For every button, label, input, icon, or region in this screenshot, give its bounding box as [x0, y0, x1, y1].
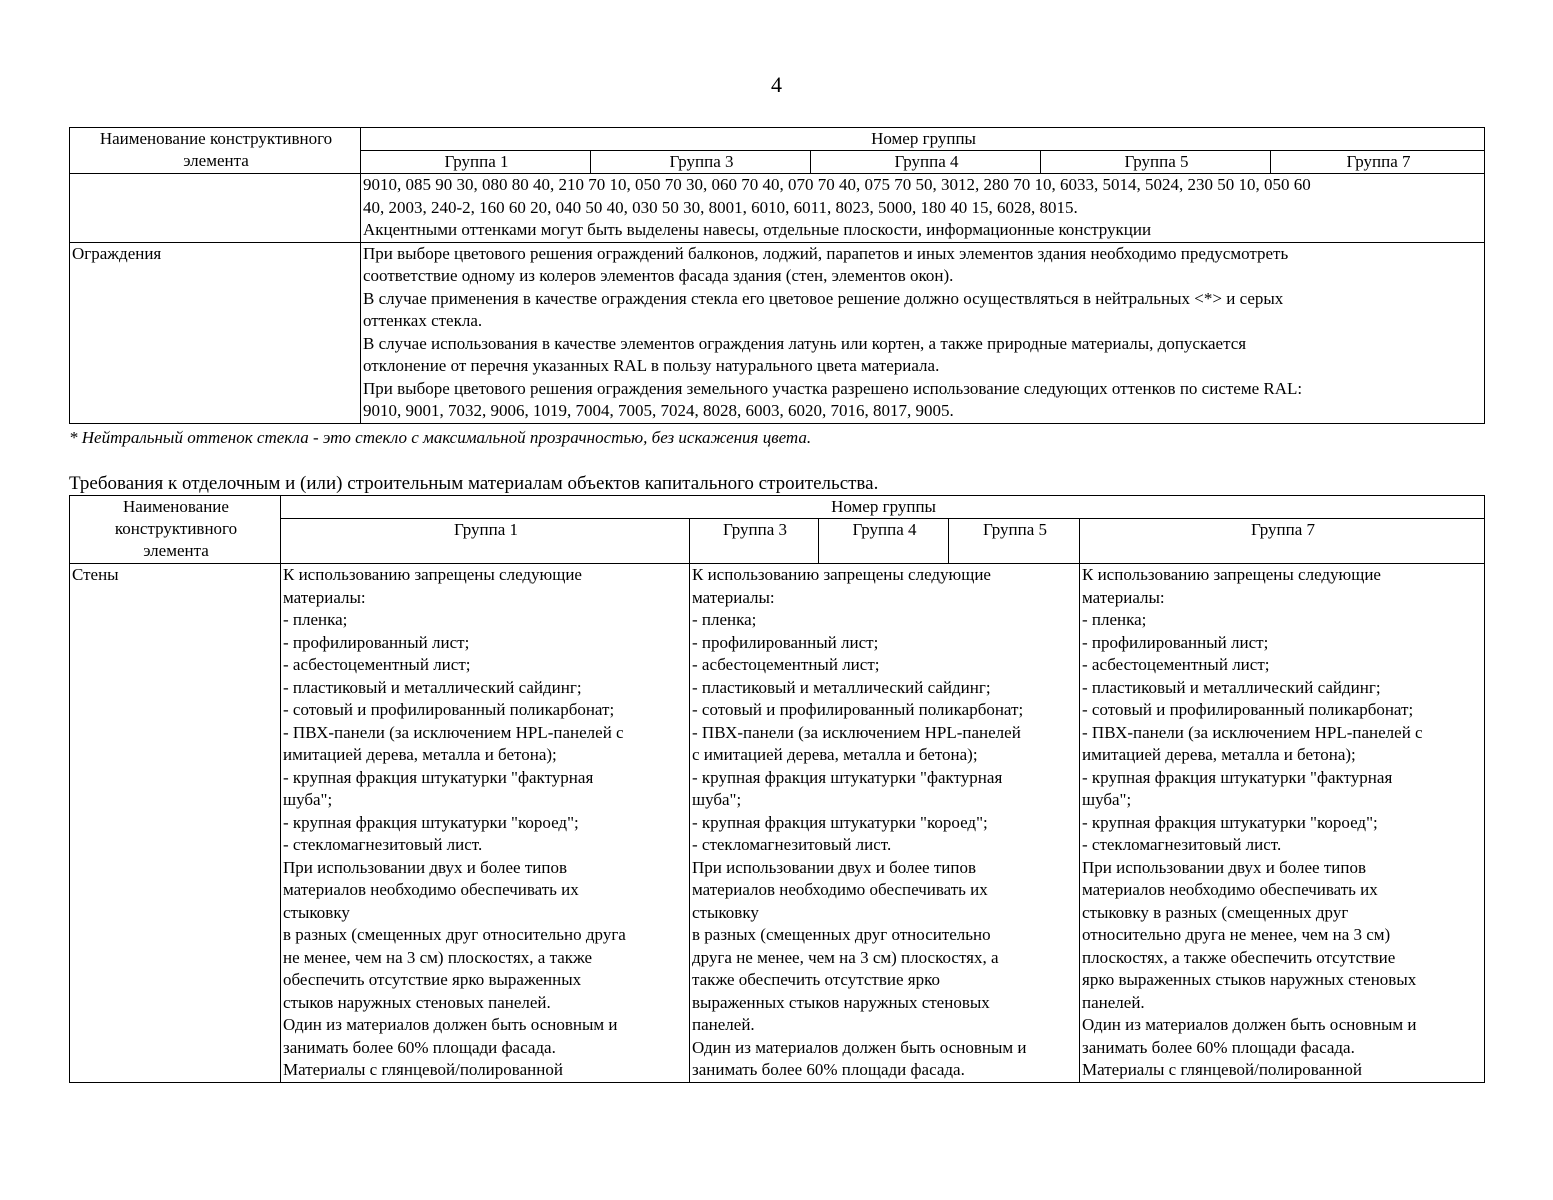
group-header: Группа 1	[361, 151, 591, 174]
element-name-cell: Ограждения	[70, 242, 361, 423]
element-name-header: Наименование конструктивного элемента	[70, 496, 281, 564]
group-header: Группа 4	[819, 519, 949, 564]
element-name-cell	[70, 174, 361, 243]
group-number-header: Номер группы	[361, 128, 1485, 151]
element-name-header: Наименование конструктивного элемента	[70, 128, 361, 174]
table-row	[70, 564, 1485, 1083]
group1-requirements-cell: К использованию запрещены следующие материалы: - пленка; - профилированный лист; - асбестоцементный лист; - пластиковый и металлический сайдинг; - сотовый и профилированный поликарбонат; - ПВХ-панели (за исключением HPL-панелей с имитацией дерева, металла и бетона); - крупная фракция штукатурки "фактурная шуба"; - крупная фракция штукатурки "короед"; - стекломагнезитовый лист. При использовании двух и более типов материалов необходимо обеспечивать их стыковку в разных (смещенных друг относительно друга не менее, чем на 3 см) плоскостях, а также обеспечить отсутствие ярко выраженных стыков наружных стеновых панелей. Один из материалов должен быть основным и занимать более 60% площади фасада. Материалы с глянцевой/полированной	[281, 564, 690, 1083]
element-name-cell: Стены	[70, 564, 281, 1083]
group-header: Группа 5	[949, 519, 1080, 564]
group-header: Группа 1	[281, 519, 690, 564]
group-header-row	[70, 519, 1485, 564]
group-header: Группа 7	[1080, 519, 1485, 564]
fences-requirements-cell: При выборе цветового решения ограждений балконов, лоджий, парапетов и иных элементов здания необходимо предусмотреть соответствие одному из колеров элементов фасада здания (стен, элементов окон). В случае применения в качестве ограждения стекла его цветовое решение должно осуществляться в нейтральных <*> и серых оттенках стекла. В случае использования в качестве элементов ограждения латунь или кортен, а также природные материалы, допускается отклонение от перечня указанных RAL в пользу натурального цвета материала. При выборе цветового решения ограждения земельного участка разрешено использование следующих оттенков по системе RAL: 9010, 9001, 7032, 9006, 1019, 7004, 7005, 7024, 8028, 6003, 6020, 7016, 8017, 9005.	[361, 242, 1485, 423]
footnote: * Нейтральный оттенок стекла - это стекло с максимальной прозрачностью, без искажения цвета.	[69, 428, 812, 447]
table-row	[70, 174, 1485, 243]
table-header-row	[70, 128, 1485, 151]
group-header: Группа 5	[1041, 151, 1271, 174]
group345-requirements-cell: К использованию запрещены следующие материалы: - пленка; - профилированный лист; - асбестоцементный лист; - пластиковый и металлический сайдинг; - сотовый и профилированный поликарбонат; - ПВХ-панели (за исключением HPL-панелей с имитацией дерева, металла и бетона); - крупная фракция штукатурки "фактурная шуба"; - крупная фракция штукатурки "короед"; - стекломагнезитовый лист. При использовании двух и более типов материалов необходимо обеспечивать их стыковку в разных (смещенных друг относительно друга не менее, чем на 3 см) плоскостях, а также обеспечить отсутствие ярко выраженных стыков наружных стеновых панелей. Один из материалов должен быть основным и занимать более 60% площади фасада.	[690, 564, 1080, 1083]
group-header: Группа 4	[811, 151, 1041, 174]
page-number: 4	[771, 72, 782, 97]
group-header: Группа 3	[690, 519, 819, 564]
group7-requirements-cell: К использованию запрещены следующие материалы: - пленка; - профилированный лист; - асбестоцементный лист; - пластиковый и металлический сайдинг; - сотовый и профилированный поликарбонат; - ПВХ-панели (за исключением HPL-панелей с имитацией дерева, металла и бетона); - крупная фракция штукатурки "фактурная шуба"; - крупная фракция штукатурки "короед"; - стекломагнезитовый лист. При использовании двух и более типов материалов необходимо обеспечивать их стыковку в разных (смещенных друг относительно друга не менее, чем на 3 см) плоскостях, а также обеспечить отсутствие ярко выраженных стыков наружных стеновых панелей. Один из материалов должен быть основным и занимать более 60% площади фасада. Материалы с глянцевой/полированной	[1080, 564, 1485, 1083]
section-caption: Требования к отделочным и (или) строительным материалам объектов капитального строительства.	[69, 473, 879, 494]
ral-colors-cell: 9010, 085 90 30, 080 80 40, 210 70 10, 050 70 30, 060 70 40, 070 70 40, 075 70 50, 3012, 280 70 10, 6033, 5014, 5024, 230 50 10, 050 60 40, 2003, 240-2, 160 60 20, 040 50 40, 030 50 30, 8001, 6010, 6011, 8023, 5000, 180 40 15, 6028, 8015. Акцентными оттенками могут быть выделены навесы, отдельные плоскости, информационные конструкции	[361, 174, 1485, 243]
materials-table	[69, 495, 1485, 1083]
color-table	[69, 127, 1485, 424]
table-header-row	[70, 496, 1485, 519]
group-header: Группа 3	[591, 151, 811, 174]
table-row	[70, 242, 1485, 423]
group-number-header: Номер группы	[281, 496, 1485, 519]
group-header: Группа 7	[1271, 151, 1485, 174]
